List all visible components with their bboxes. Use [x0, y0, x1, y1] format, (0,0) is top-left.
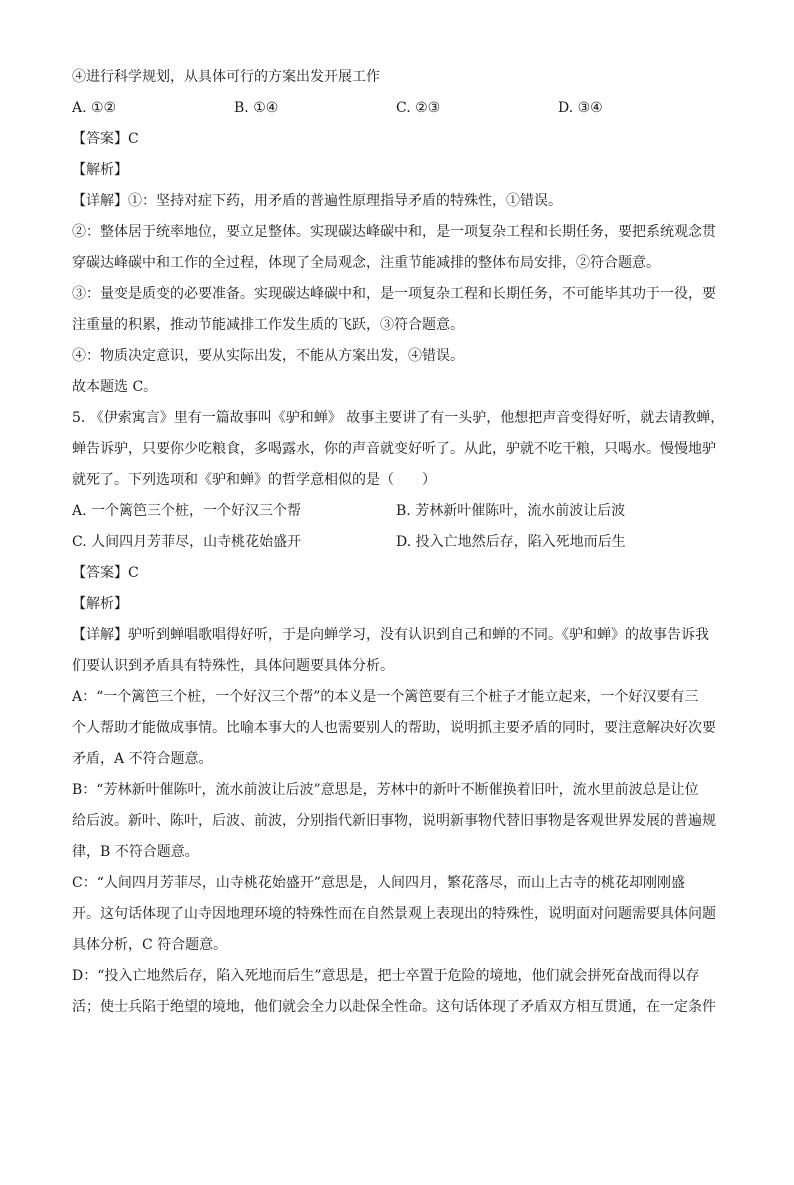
q5-detail-line: 给后波。新叶、陈叶，后波、前波，分别指代新旧事物，说明新事物代替旧事物是客观世界发展的普遍规: [72, 813, 716, 829]
q5-detail-line: 们要认识到矛盾具有特殊性，具体问题要具体分析。: [72, 658, 394, 674]
q4-detail-line: ②：整体居于统率地位，要立足整体。实现碳达峰碳中和，是一项复杂工程和长期任务，要把系统观念贯: [72, 224, 716, 240]
q5-detail-line: B：“芳林新叶催陈叶，流水前波让后波”意思是，芳林中的新叶不断催换着旧叶，流水里前波总是让位: [72, 782, 699, 798]
q4-detail-line: 【详解】①：坚持对症下药，用矛盾的普遍性原理指导矛盾的特殊性，①错误。: [72, 193, 562, 209]
q4-answer: 【答案】C: [72, 131, 139, 147]
document-page: [0, 62, 794, 1185]
q4-analysis-heading: 【解析】: [72, 162, 128, 178]
q5-detail-line: 开。这句话体现了山寺因地理环境的特殊性而在自然景观上表现出的特殊性，说明面对问题需要具体问题: [72, 906, 716, 922]
q4-choice-c: C. ②③: [396, 100, 441, 116]
q5-detail-line: A：“一个篱笆三个桩，一个好汉三个帮”的本义是一个篱笆要有三个桩子才能立起来，一个好汉要有三: [72, 689, 699, 705]
q4-detail-line: ③：量变是质变的必要准备。实现碳达峰碳中和，是一项复杂工程和长期任务，不可能毕其功于一役，要: [72, 286, 716, 302]
q4-choice-b: B. ①④: [234, 100, 279, 116]
q5-detail-line: 【详解】驴听到蝉唱歌唱得好听，于是向蝉学习，没有认识到自己和蝉的不同。《驴和蝉》的故事告诉我: [72, 627, 709, 643]
q5-choice-c: C. 人间四月芳菲尽，山寺桃花始盛开: [72, 534, 302, 550]
q4-choice-a: A. ①②: [72, 100, 117, 116]
q5-choices-row-1: [72, 496, 734, 527]
q5-detail-line: C：“人间四月芳菲尽，山寺桃花始盛开”意思是，人间四月，繁花落尽，而山上古寺的桃花却刚刚盛: [72, 875, 686, 891]
q4-detail-line: 穿碳达峰碳中和工作的全过程，体现了全局观念，注重节能减排的整体布局安排，②符合题意。: [72, 255, 660, 271]
q5-choice-d: D. 投入亡地然后存，陷入死地而后生: [396, 534, 626, 550]
q5-answer: 【答案】C: [72, 565, 139, 581]
q5-detail-line: 律，B 不符合题意。: [72, 844, 199, 860]
q5-detail-line: 个人帮助才能做成事情。比喻本事大的人也需要别人的帮助，说明抓主要矛盾的同时，要注意解决好次要: [72, 720, 716, 736]
q4-detail-line: ④：物质决定意识，要从实际出发，不能从方案出发，④错误。: [72, 348, 464, 364]
q4-choices: [72, 93, 734, 124]
q4-choice-d: D. ③④: [558, 100, 603, 116]
q5-analysis-heading: 【解析】: [72, 596, 128, 612]
q4-conclusion: 故本题选 C。: [72, 379, 158, 395]
q5-detail-line: D：“投入亡地然后存，陷入死地而后生”意思是，把士卒置于危险的境地，他们就会拼死奋战而得以存: [72, 968, 700, 984]
q5-stem-line: 5. 《伊索寓言》里有一篇故事叫《驴和蝉》 故事主要讲了有一头驴，他想把声音变得好听，就去请教蝉，: [72, 410, 725, 426]
q5-choices-row-2: [72, 527, 734, 558]
q4-detail-line: 注重量的积累，推动节能减排工作发生质的飞跃，③符合题意。: [72, 317, 464, 333]
q5-stem-line: 就死了。下列选项和《驴和蝉》的哲学意相似的是（ ）: [72, 472, 436, 488]
q4-option-4: ④进行科学规划，从具体可行的方案出发开展工作: [72, 69, 380, 85]
q5-choice-b: B. 芳林新叶催陈叶，流水前波让后波: [396, 503, 626, 519]
q5-detail-line: 矛盾，A 不符合题意。: [72, 751, 213, 767]
q5-detail-line: 活；使士兵陷于绝望的境地，他们就会全力以赴保全性命。这句话体现了矛盾双方相互贯通，在一定条件: [72, 999, 716, 1015]
q5-choice-a: A. 一个篱笆三个桩，一个好汉三个帮: [72, 503, 302, 519]
q5-detail-line: 具体分析，C 符合题意。: [72, 937, 228, 953]
q5-stem-line: 蝉告诉驴，只要你少吃粮食，多喝露水，你的声音就变好听了。从此，驴就不吃干粮，只喝水。慢慢地驴: [72, 441, 716, 457]
